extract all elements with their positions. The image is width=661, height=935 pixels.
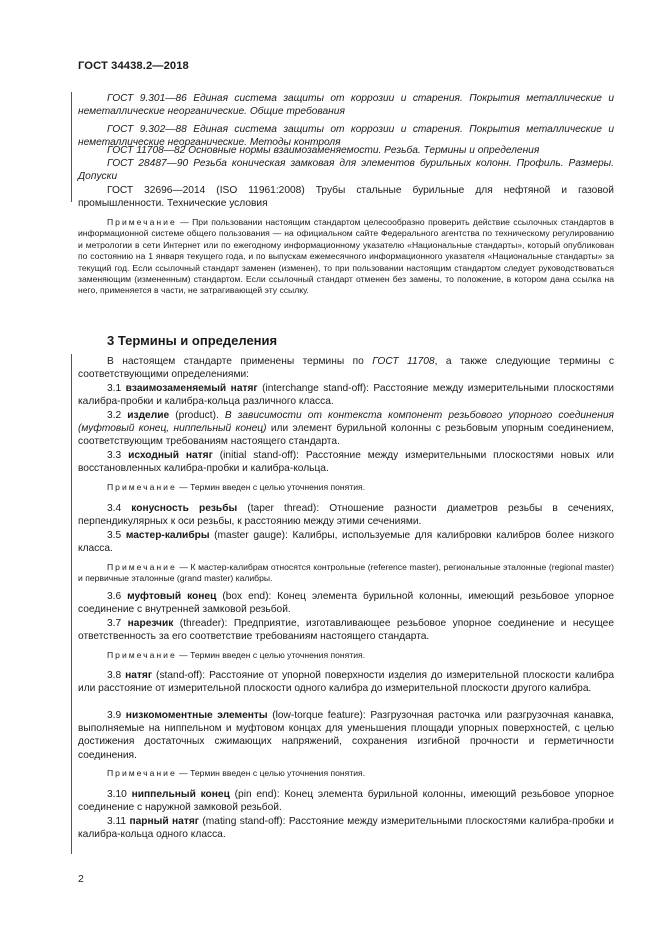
term-3-2: 3.2 изделие (product). В зависимости от контекста компонент резьбового упорного соединения (муфтовый конец, ниппельный конец) или элемент бурильной колонны с резьбовым упорным соединением, соответствующим требованиям настоящего стандарта. [78, 410, 614, 448]
term-3-8: 3.8 натяг (stand-off): Расстояние от упорной поверхности изделия до измерительной плоскости калибра или расстояние от измерительной плоскости одного калибра до измерительной плоскости другого калибра. [78, 670, 614, 695]
term-note: Примечание — Термин введен с целью уточнения понятия. [107, 482, 366, 492]
term-3-6: 3.6 муфтовый конец (box end): Конец элемента бурильной колонны, имеющий резьбовое упорное соединение с внутренней замковой резьбой. [78, 591, 614, 616]
term-note: Примечание — Термин введен с целью уточнения понятия. [107, 768, 366, 778]
term-3-1: 3.1 взаимозаменяемый натяг (interchange stand-off): Расстояние между измерительными плоскостями калибра-пробки и калибра-кольца различного класса. [78, 383, 614, 408]
term-3-10: 3.10 ниппельный конец (pin end): Конец элемента бурильной колонны, имеющий резьбовое упорное соединение с наружной замковой резьбой. [78, 789, 614, 814]
reference-item: ГОСТ 9.302—88 Единая система защиты от коррозии и старения. Покрытия металлические и неметаллические неорганические. Методы контроля [78, 124, 614, 149]
document-header: ГОСТ 34438.2—2018 [78, 60, 189, 72]
reference-note: Примечание — При пользовании настоящим стандартом целесообразно проверить действие ссылочных стандартов в информационной системе общего пользования — на официальном сайте Федерального агентства по техническому регулированию и метрологии в сети Интернет или по ежегодному информационному указателю «Национальные стандарты», который опубликован по состоянию на 1 января текущего года, и по выпускам ежемесячного информационного указателя «Национальные стандарты» за текущий год. Если ссылочный стандарт заменен (изменен), то при пользовании настоящим стандартом следует руководствоваться заменяющим (измененным) стандартом. Если ссылочный стандарт отменен без замены, то положение, в котором дана ссылка на него, применяется в части, не затрагивающей эту ссылку. [78, 217, 615, 296]
term-3-3: 3.3 исходный натяг (initial stand-off): Расстояние между измерительными плоскостями новых или восстановленных калибра-пробки и калибра-кольца. [78, 450, 614, 475]
term-3-5: 3.5 мастер-калибры (master gauge): Калибры, используемые для калибровки калибров более низкого класса. [78, 530, 614, 555]
reference-item: ГОСТ 9.301—86 Единая система защиты от коррозии и старения. Покрытия металлические и неметаллические неорганические. Общие требования [78, 93, 614, 118]
section-intro: В настоящем стандарте применены термины по ГОСТ 11708, а также следующие термины с соответствующими определениями: [78, 356, 614, 381]
reference-item: ГОСТ 28487—90 Резьба коническая замковая для элементов бурильных колонн. Профиль. Размеры. Допуски [78, 158, 615, 183]
reference-item: ГОСТ 11708—82 Основные нормы взаимозаменяемости. Резьба. Термины и определения [107, 145, 540, 156]
term-3-11: 3.11 парный натяг (mating stand-off): Расстояние между измерительными плоскостями калибра-пробки и калибра-кольца одного класса. [78, 816, 614, 841]
term-note: Примечание — Термин введен с целью уточнения понятия. [107, 650, 366, 660]
page-number: 2 [78, 873, 84, 885]
term-3-4: 3.4 конусность резьбы (taper thread): Отношение разности диаметров резьбы в сечениях, перпендикулярных к оси резьбы, к расстоянию между этими сечениями. [78, 503, 614, 528]
change-bar [71, 92, 72, 202]
section-title: 3 Термины и определения [107, 333, 278, 348]
term-note: Примечание — К мастер-калибрам относятся контрольные (reference master), региональные эталонные (regional master) и первичные эталонные (grand master) калибры. [78, 562, 615, 584]
term-3-9: 3.9 низкомоментные элементы (low-torque feature): Разгрузочная расточка или разгрузочная канавка, выполняемые на ниппельном и муфтовом концах для уменьшения площади упорных поверхностей, с целью достижения достаточных сжимающих напряжений, сохранения изгибной прочности и герметичности соединения. [78, 710, 614, 761]
term-3-7: 3.7 нарезчик (threader): Предприятие, изготавливающее резьбовое упорное соединение и несущее ответственность за его соответствие требованиям настоящего стандарта. [78, 618, 614, 643]
change-bar [71, 354, 72, 854]
reference-item: ГОСТ 32696—2014 (ISO 11961:2008) Трубы стальные бурильные для нефтяной и газовой промышленности. Технические условия [78, 185, 614, 210]
